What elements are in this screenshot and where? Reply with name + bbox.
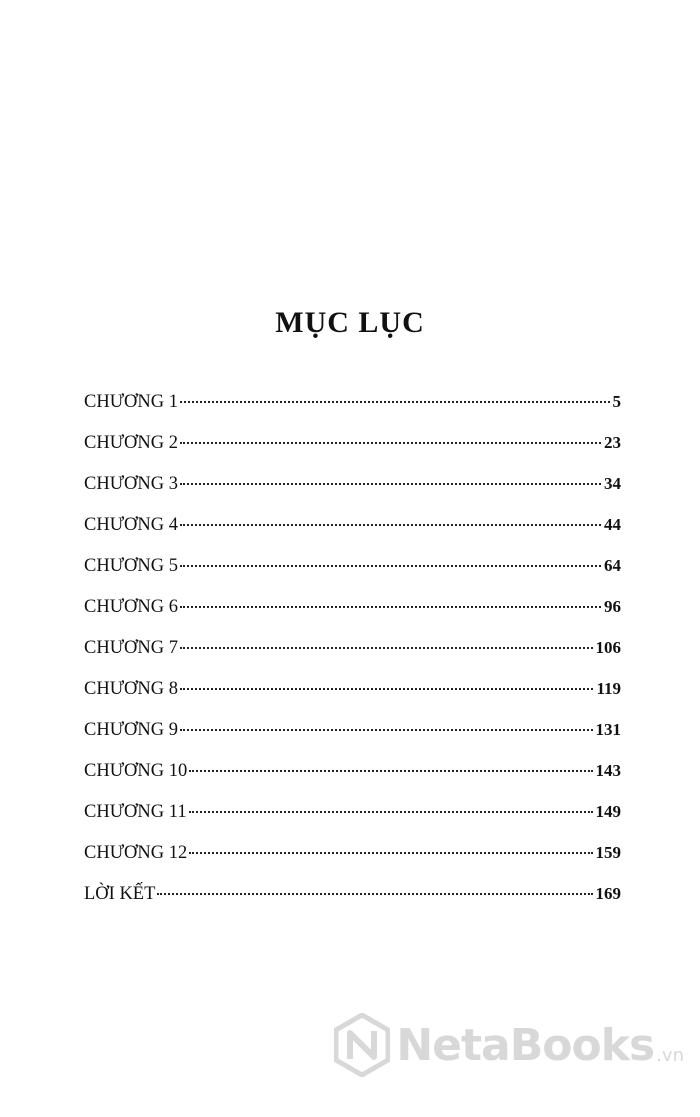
toc-entry-7 [84,638,621,679]
toc-entry-page: 5 [612,392,621,411]
toc-entry-page: 149 [595,802,621,821]
toc-leader-dots [180,729,592,731]
toc-entry-page: 96 [604,597,621,616]
toc-entry-9 [84,720,621,761]
toc-entry-page: 143 [595,761,621,780]
toc-entry-1 [84,392,621,433]
toc-entry-label: LỜI KẾT [84,884,156,904]
toc-entry-11 [84,802,621,843]
toc-entry-12 [84,843,621,884]
toc-entry-8 [84,679,621,720]
toc-entry-label: CHƯƠNG 6 [84,597,179,617]
watermark [334,1013,684,1077]
toc-entry-label: CHƯƠNG 3 [84,474,179,494]
toc-leader-dots [180,442,601,444]
table-of-contents [84,392,621,925]
toc-entry-label: CHƯƠNG 7 [84,638,179,658]
toc-entry-label: CHƯƠNG 11 [84,802,187,822]
toc-leader-dots [180,606,601,608]
toc-entry-page: 44 [604,515,621,534]
toc-entry-page: 34 [604,474,621,493]
toc-leader-dots [180,483,601,485]
toc-leader-dots [180,524,601,526]
watermark-brand: NetaBooks [396,1019,655,1071]
toc-entry-page: 169 [595,884,621,903]
toc-entry-page: 131 [595,720,621,739]
toc-entry-epilogue [84,884,621,925]
toc-entry-label: CHƯƠNG 8 [84,679,179,699]
toc-entry-label: CHƯƠNG 9 [84,720,179,740]
toc-leader-dots [189,770,592,772]
toc-leader-dots [189,852,592,854]
toc-entry-label: CHƯƠNG 12 [84,843,188,863]
watermark-suffix: .vn [656,1044,684,1066]
toc-leader-dots [180,688,593,690]
toc-entry-5 [84,556,621,597]
toc-entry-page: 106 [595,638,621,657]
toc-entry-page: 159 [595,843,621,862]
toc-leader-dots [180,401,609,403]
toc-leader-dots [180,647,592,649]
toc-leader-dots [189,811,593,813]
toc-entry-3 [84,474,621,515]
toc-entry-page: 23 [604,433,621,452]
toc-entry-page: 64 [604,556,621,575]
toc-entry-4 [84,515,621,556]
toc-leader-dots [157,893,592,895]
toc-leader-dots [180,565,601,567]
toc-entry-label: CHƯƠNG 10 [84,761,188,781]
toc-entry-label: CHƯƠNG 2 [84,433,179,453]
toc-title: MỤC LỤC [275,306,425,339]
toc-entry-10 [84,761,621,802]
toc-entry-label: CHƯƠNG 4 [84,515,179,535]
toc-entry-2 [84,433,621,474]
netabooks-logo-icon [334,1013,390,1077]
toc-entry-6 [84,597,621,638]
toc-entry-label: CHƯƠNG 5 [84,556,179,576]
toc-entry-page: 119 [596,679,621,698]
toc-entry-label: CHƯƠNG 1 [84,392,179,412]
